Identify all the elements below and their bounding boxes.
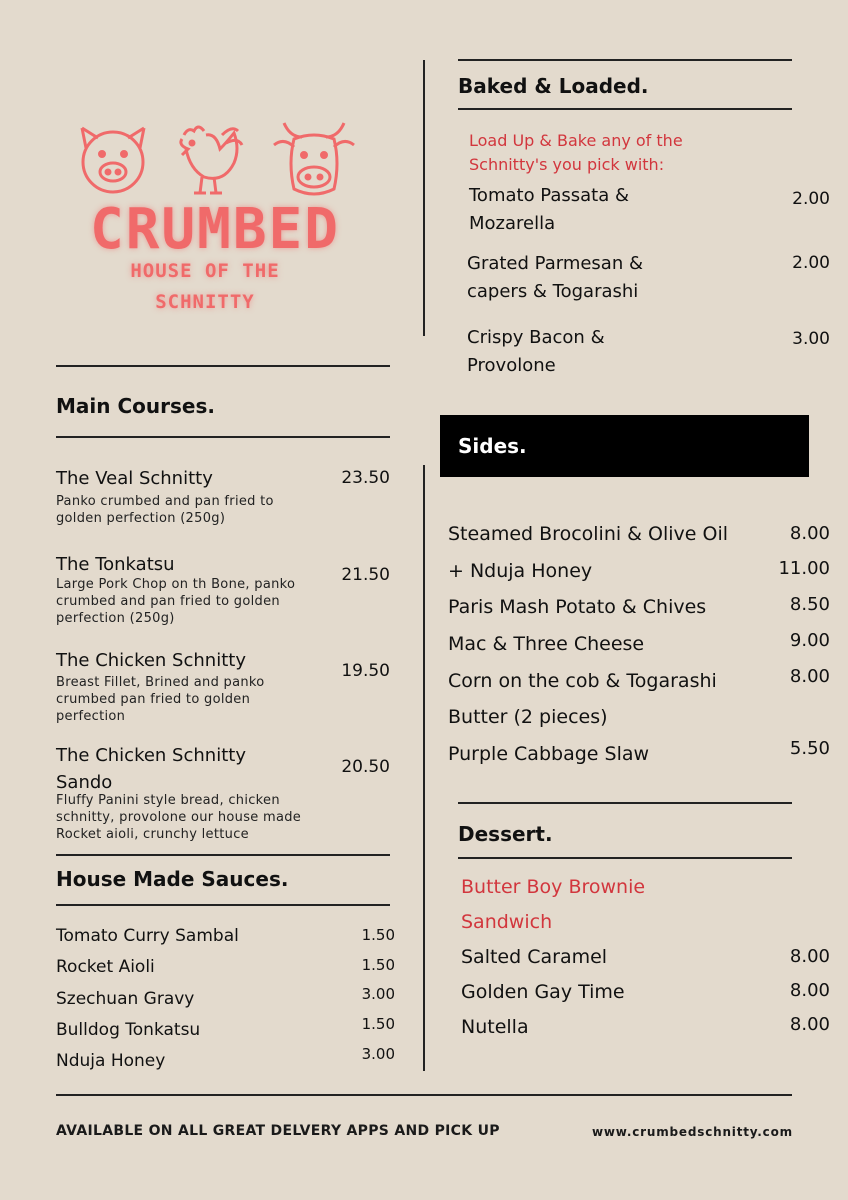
logo: [50, 115, 380, 325]
dessert-item-1-price: 8.00: [789, 946, 830, 967]
side-item-3-price: 8.50: [789, 594, 830, 615]
side-item-5-name: Corn on the cob & Togarashi: [448, 670, 717, 692]
side-item-7-name: Purple Cabbage Slaw: [448, 743, 650, 765]
side-item-6-name: Butter (2 pieces): [448, 706, 608, 728]
side-item-2-price: 11.00: [778, 558, 830, 579]
sauce-item-1-price: 1.50: [361, 926, 395, 944]
side-item-1-name: Steamed Brocolini & Olive Oil: [448, 523, 729, 545]
main-item-3-desc-3: perfection: [56, 709, 126, 724]
baked-item-1-line1: Tomato Passata &: [469, 185, 630, 206]
side-item-4-name: Mac & Three Cheese: [448, 633, 645, 655]
section-title-baked: Baked & Loaded.: [458, 74, 649, 98]
section-title-main: Main Courses.: [56, 394, 215, 418]
main-item-3-price: 19.50: [341, 661, 390, 681]
sauce-item-5-price: 3.00: [361, 1045, 395, 1063]
divider-vertical-top: [423, 60, 425, 336]
footer-availability: AVAILABLE ON ALL GREAT DELVERY APPS AND PICK UP: [56, 1123, 500, 1139]
baked-intro-1: Load Up & Bake any of the: [469, 131, 683, 150]
side-item-3-name: Paris Mash Potato & Chives: [448, 596, 707, 618]
dessert-item-1-name: Salted Caramel: [461, 946, 608, 968]
baked-item-3-line1: Crispy Bacon &: [467, 327, 605, 348]
side-item-2-name: + Nduja Honey: [448, 560, 593, 582]
rooster-icon: [168, 117, 250, 201]
main-item-4-name-2: Sando: [56, 772, 113, 793]
sauce-item-3-name: Szechuan Gravy: [56, 989, 195, 1009]
main-item-3-desc-2: crumbed pan fried to golden: [56, 692, 251, 707]
side-item-7-price: 5.50: [789, 738, 830, 759]
main-item-3-name: The Chicken Schnitty: [56, 650, 246, 671]
brand-tagline-2: SCHNITTY: [155, 291, 255, 313]
side-item-1-price: 8.00: [789, 523, 830, 544]
main-item-1-name: The Veal Schnitty: [56, 468, 213, 489]
brand-name: CRUMBED: [89, 197, 340, 262]
main-item-1-desc-2: golden perfection (250g): [56, 511, 226, 526]
main-item-2-desc-2: crumbed and pan fried to golden: [56, 594, 280, 609]
divider: [458, 802, 792, 804]
main-item-3-desc-1: Breast Fillet, Brined and panko: [56, 675, 265, 690]
main-item-1-price: 23.50: [341, 468, 390, 488]
dessert-item-2-name: Golden Gay Time: [461, 981, 625, 1003]
baked-item-1-line2: Mozarella: [469, 213, 556, 234]
dessert-item-3-price: 8.00: [789, 1014, 830, 1035]
sauce-item-4-name: Bulldog Tonkatsu: [56, 1020, 201, 1040]
baked-intro-2: Schnitty's you pick with:: [469, 155, 665, 174]
pig-icon: [72, 120, 154, 196]
footer-website-link[interactable]: www.crumbedschnitty.com: [592, 1125, 793, 1139]
main-item-2-desc-3: perfection (250g): [56, 611, 175, 626]
main-item-2-name: The Tonkatsu: [56, 554, 175, 575]
main-item-4-price: 20.50: [341, 757, 390, 777]
footer-divider: [56, 1094, 792, 1096]
main-item-1-desc-1: Panko crumbed and pan fried to: [56, 494, 274, 509]
section-title-dessert: Dessert.: [458, 822, 553, 846]
main-item-2-desc-1: Large Pork Chop on th Bone, panko: [56, 577, 296, 592]
sauce-item-1-name: Tomato Curry Sambal: [56, 926, 239, 946]
dessert-item-3-name: Nutella: [461, 1016, 529, 1038]
divider: [56, 436, 390, 438]
dessert-item-2-price: 8.00: [789, 980, 830, 1001]
divider: [458, 59, 792, 61]
main-item-4-desc-2: schnitty, provolone our house made: [56, 810, 302, 825]
sauce-item-5-name: Nduja Honey: [56, 1051, 166, 1071]
sauce-item-2-price: 1.50: [361, 956, 395, 974]
baked-item-2-line2: capers & Togarashi: [467, 281, 639, 302]
baked-item-2-price: 2.00: [792, 253, 830, 273]
baked-item-3-line2: Provolone: [467, 355, 556, 376]
dessert-sub-1: Butter Boy Brownie: [461, 876, 646, 898]
divider: [56, 365, 390, 367]
sauce-item-2-name: Rocket Aioli: [56, 957, 155, 977]
divider-vertical-bottom: [423, 465, 425, 1071]
divider: [56, 854, 390, 856]
baked-item-1-price: 2.00: [792, 189, 830, 209]
side-item-5-price: 8.00: [789, 666, 830, 687]
main-item-2-price: 21.50: [341, 565, 390, 585]
divider: [458, 108, 792, 110]
dessert-sub-2: Sandwich: [461, 911, 553, 933]
main-item-4-desc-3: Rocket aioli, crunchy lettuce: [56, 827, 249, 842]
baked-item-3-price: 3.00: [792, 329, 830, 349]
cow-icon: [270, 117, 358, 199]
main-item-4-name: The Chicken Schnitty: [56, 745, 246, 766]
sauce-item-4-price: 1.50: [361, 1015, 395, 1033]
sauce-item-3-price: 3.00: [361, 985, 395, 1003]
divider: [458, 857, 792, 859]
brand-tagline-1: HOUSE OF THE: [130, 260, 280, 282]
baked-item-2-line1: Grated Parmesan &: [467, 253, 644, 274]
section-title-sauces: House Made Sauces.: [56, 867, 289, 891]
main-item-4-desc-1: Fluffy Panini style bread, chicken: [56, 793, 280, 808]
divider: [56, 904, 390, 906]
sides-header-bar: [440, 415, 809, 477]
section-title-sides: Sides.: [458, 434, 527, 458]
side-item-4-price: 9.00: [789, 630, 830, 651]
